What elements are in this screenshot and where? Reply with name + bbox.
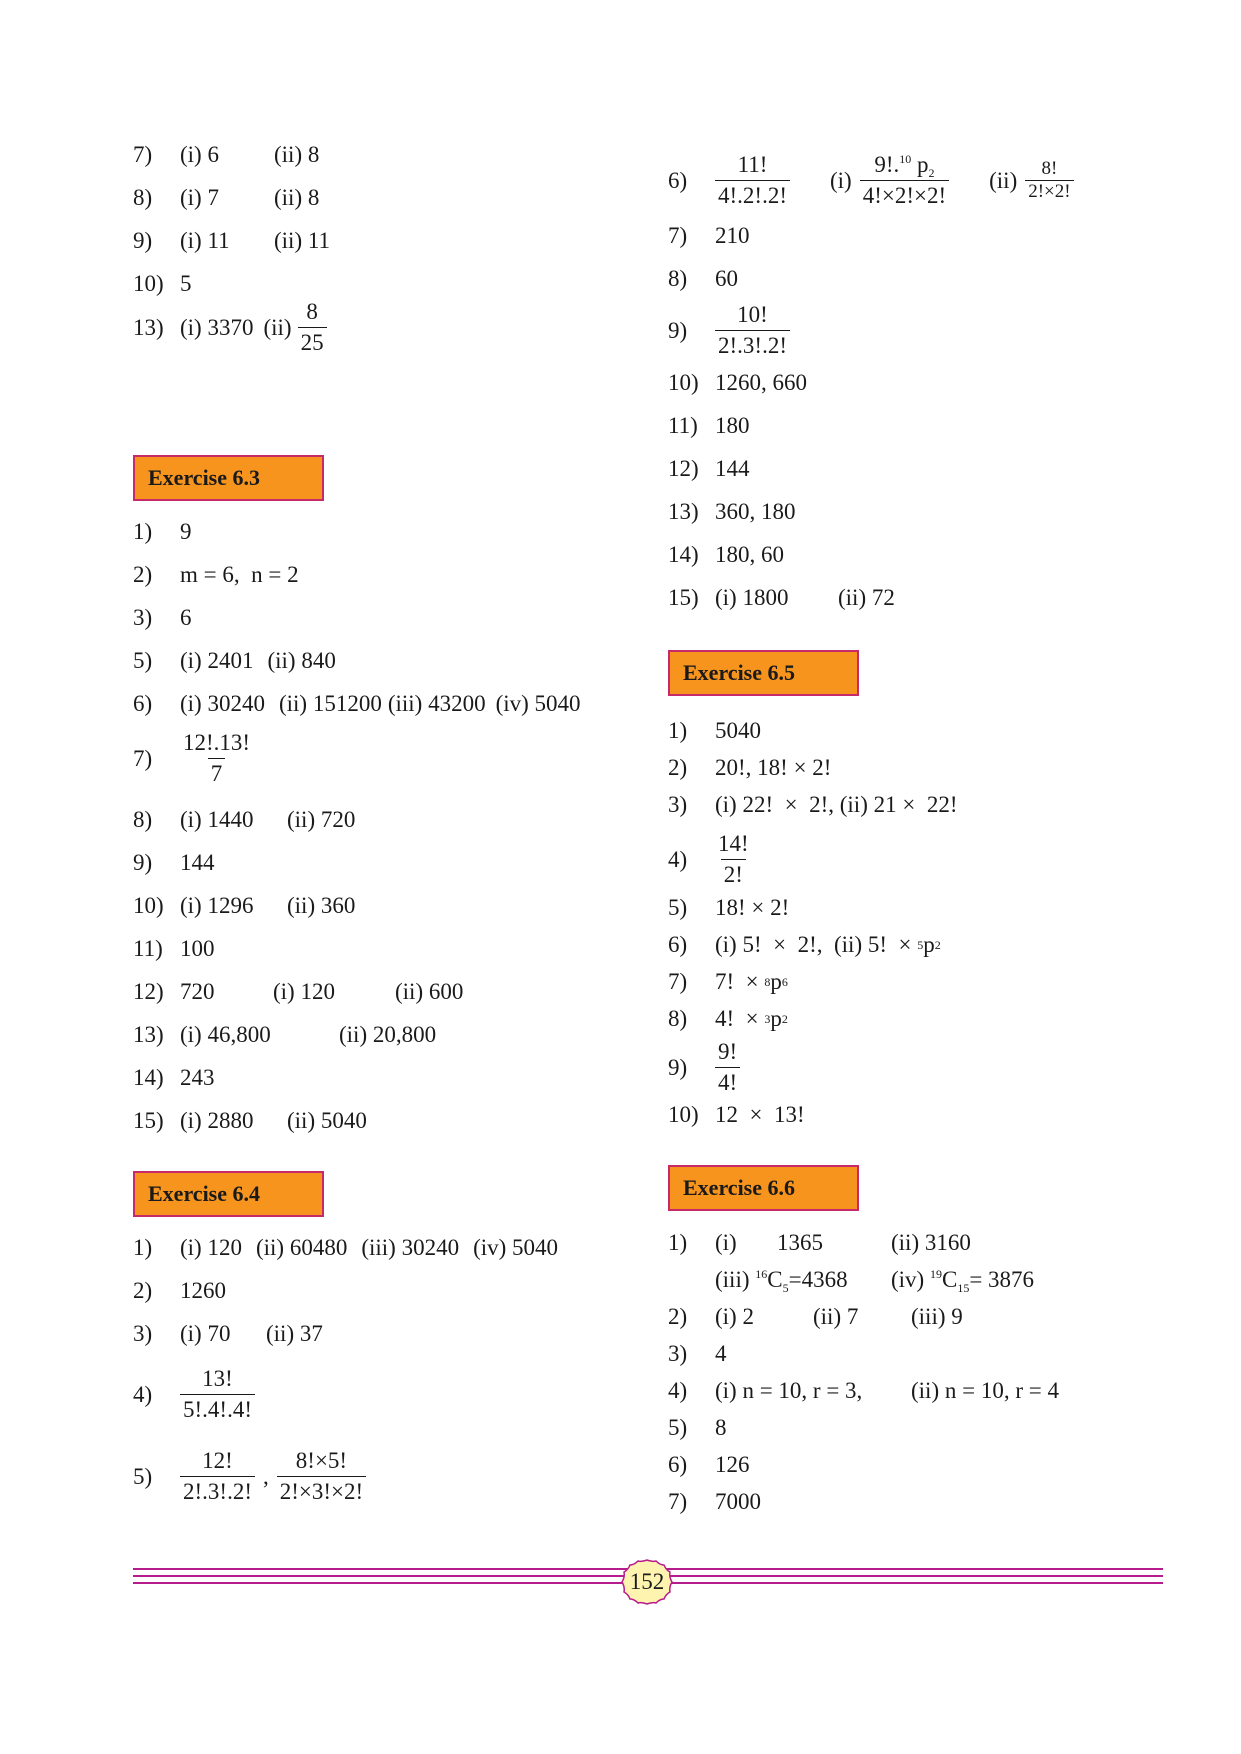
answer-number: 14) — [668, 542, 699, 567]
answer-part: (i) 1800 — [715, 585, 789, 610]
answer-number: 2) — [133, 1278, 153, 1303]
answer-part: 126 — [715, 1452, 750, 1477]
fraction — [180, 1446, 255, 1507]
fraction-denominator: 5!.4!.4! — [180, 1394, 255, 1425]
fraction-denominator: 2!×2! — [1025, 180, 1073, 203]
fraction — [715, 150, 790, 211]
answer-number: 6) — [133, 691, 153, 716]
answer-number: 7) — [668, 223, 688, 248]
answer-part: (i) 3370 — [180, 314, 254, 340]
answer-row — [668, 1266, 1034, 1294]
answer-row — [668, 584, 895, 612]
answer-part: (ii) 72 — [838, 585, 895, 610]
answer-number: 8) — [668, 1006, 688, 1031]
answer-number: 9) — [133, 850, 153, 875]
answer-part: (i) 120 — [180, 1235, 242, 1260]
answer-number: 13) — [133, 1022, 164, 1047]
answer-row — [668, 1451, 750, 1479]
numerator-text: 9!. — [874, 152, 900, 177]
answer-number: 10) — [133, 893, 164, 918]
page-number-badge — [620, 1558, 674, 1606]
answer-row — [133, 1277, 226, 1305]
fraction — [298, 297, 327, 358]
answer-part: (i) 11 — [180, 228, 230, 253]
answer-row — [133, 1320, 323, 1348]
answer-number: 10) — [668, 370, 699, 395]
answer-row — [668, 1340, 727, 1368]
fraction-numerator: 9! — [718, 1039, 738, 1064]
answer-row — [133, 806, 355, 834]
answer-number: 3) — [668, 1341, 688, 1366]
fraction-denominator: 2!×3!×2! — [277, 1476, 366, 1507]
answer-number: 2) — [668, 755, 688, 780]
answer-part: (ii) 37 — [266, 1321, 323, 1346]
answer-row — [133, 604, 192, 632]
fraction-denominator: 2! — [721, 859, 746, 890]
answer-part: 1260, 660 — [715, 370, 807, 395]
answer-part — [891, 1266, 1034, 1294]
answer-part: (i) 7 — [180, 185, 219, 210]
answer-number: 1) — [668, 718, 688, 743]
fraction — [715, 829, 752, 890]
answer-part: 7! × — [715, 969, 765, 994]
answer-part: 180 — [715, 413, 750, 438]
fraction-denominator: 25 — [298, 327, 327, 358]
answer-part: 5040 — [715, 718, 761, 743]
answer-part: (ii) 11 — [274, 228, 330, 253]
answer-number: 11) — [668, 413, 698, 438]
answer-row — [133, 1446, 366, 1507]
answer-number: 3) — [133, 1321, 153, 1346]
answer-number: 13) — [668, 499, 699, 524]
answer-part: (i) 1440 — [180, 807, 254, 832]
answer-row — [668, 498, 796, 526]
answer-part: 210 — [715, 223, 750, 248]
answer-part: 20!, 18! × 2! — [715, 755, 832, 780]
answer-row — [668, 1303, 963, 1331]
answer-part: 12 × 13! — [715, 1102, 805, 1127]
answer-number: 1) — [133, 519, 153, 544]
answer-part: (iv) 5040 — [495, 691, 581, 716]
answer-part: (ii) 151200 — [278, 691, 382, 716]
page-number: 152 — [629, 1569, 665, 1594]
answer-part: 4! × — [715, 1006, 765, 1031]
subscript: 2 — [928, 166, 935, 180]
answer-number: 8) — [133, 185, 153, 210]
answer-part: 144 — [715, 456, 750, 481]
answer-number: 4) — [668, 846, 688, 872]
answer-number: 9) — [668, 317, 688, 343]
answer-number: 4) — [133, 1381, 153, 1407]
answer-row — [668, 1101, 805, 1129]
answer-row — [133, 227, 330, 255]
answer-part: (ii) 720 — [287, 807, 356, 832]
answer-row — [668, 300, 790, 361]
fraction-numerator: 12! — [202, 1448, 233, 1473]
answer-number: 7) — [668, 969, 688, 994]
fraction — [860, 150, 949, 211]
fraction — [180, 1364, 255, 1425]
answer-text: (iv) — [891, 1267, 930, 1292]
answer-part: 4 — [715, 1341, 727, 1366]
answer-number: 5) — [133, 1463, 153, 1489]
answer-part: 360, 180 — [715, 499, 796, 524]
answer-part: (iii) 9 — [911, 1304, 963, 1329]
answer-number: 9) — [668, 1054, 688, 1080]
exercise-6-6-heading: Exercise 6.6 — [668, 1165, 859, 1211]
superscript: 19 — [929, 1267, 942, 1281]
superscript: 16 — [755, 1267, 768, 1281]
subscript: 15 — [957, 1281, 970, 1295]
answer-number: 3) — [668, 792, 688, 817]
answer-number: 4) — [668, 1378, 688, 1403]
answer-row — [668, 412, 750, 440]
answer-part: (ii) 7 — [813, 1304, 859, 1329]
answer-part: 7000 — [715, 1489, 761, 1514]
answer-number: 1) — [133, 1235, 153, 1260]
answer-part: (ii) 360 — [287, 893, 356, 918]
answer-part: 5 — [180, 271, 192, 296]
answer-row — [133, 184, 319, 212]
fraction-numerator: 8! — [1041, 158, 1058, 179]
answer-part: (ii) 20,800 — [339, 1022, 437, 1047]
answer-row — [133, 270, 192, 298]
answer-row — [668, 222, 750, 250]
answer-row — [668, 717, 761, 745]
answer-row — [668, 455, 750, 483]
answer-part: 180, 60 — [715, 542, 784, 567]
answer-part: 18! × 2! — [715, 895, 790, 920]
answer-text: C — [767, 1267, 783, 1292]
answer-number: 1) — [668, 1230, 688, 1255]
answer-text: =4368 — [788, 1267, 848, 1292]
answer-part: (i) 70 — [180, 1321, 231, 1346]
answer-part: (ii) — [989, 167, 1018, 193]
fraction-numerator: 8!×5! — [295, 1448, 348, 1473]
fraction-numerator: 8 — [306, 299, 318, 324]
answer-part: (i) 5! × 2!, (ii) 5! × — [715, 932, 918, 957]
answer-row — [668, 369, 807, 397]
answer-row — [668, 1414, 727, 1442]
answer-part: (i) — [715, 1230, 737, 1255]
fraction — [715, 300, 790, 361]
fraction — [1025, 158, 1073, 203]
answer-part: (i) — [829, 167, 852, 193]
answer-part: (iv) 5040 — [473, 1235, 559, 1260]
answer-part: (i) 120 — [273, 979, 335, 1004]
answer-text: C — [941, 1267, 958, 1292]
answer-part: (ii) 8 — [274, 185, 320, 210]
answer-part: 6 — [180, 605, 192, 630]
answer-number: 13) — [133, 314, 164, 340]
answer-number: 15) — [133, 1108, 164, 1133]
answer-number: 6) — [668, 1452, 688, 1477]
answer-part: (i) 1296 — [180, 893, 254, 918]
fraction-denominator: 2!.3!.2! — [180, 1476, 255, 1507]
answer-row — [668, 894, 789, 922]
answer-part: 1260 — [180, 1278, 226, 1303]
subscript: 5 — [782, 1281, 789, 1295]
answer-number: 10) — [668, 1102, 699, 1127]
answer-row — [668, 1037, 740, 1098]
answer-row: 6) (i) 5! × 2!, (ii) 5! × 5 p 2 — [668, 932, 941, 957]
answer-number: 3) — [133, 605, 153, 630]
answer-row — [668, 1229, 971, 1257]
answer-row — [668, 265, 738, 293]
answer-part: (i) 22! × 2!, (ii) 21 × 22! — [715, 792, 958, 817]
answer-number: 5) — [133, 648, 153, 673]
fraction-numerator — [871, 150, 937, 180]
answer-number: 5) — [668, 895, 688, 920]
fraction-numerator: 11! — [737, 152, 768, 177]
answer-number: 2) — [133, 562, 153, 587]
answer-part: 9 — [180, 519, 192, 544]
answer-part: (ii) 3160 — [891, 1230, 971, 1255]
answer-row — [668, 829, 752, 890]
answer-row — [668, 150, 1074, 211]
fraction-denominator: 2!.3!.2! — [715, 330, 790, 361]
answer-row — [133, 647, 336, 675]
fraction-denominator: 4!×2!×2! — [860, 180, 949, 211]
answer-number: 8) — [668, 266, 688, 291]
answer-row — [133, 141, 319, 169]
answer-part: (ii) 60480 — [255, 1235, 348, 1260]
answer-number: 7) — [133, 142, 153, 167]
answer-part: (i) n = 10, r = 3, — [715, 1378, 863, 1403]
fraction-numerator: 13! — [202, 1366, 233, 1391]
fraction-numerator: 14! — [718, 831, 749, 856]
answer-part: (i) 2880 — [180, 1108, 254, 1133]
answer-part: (ii) — [263, 314, 292, 340]
answer-part: 720 — [180, 979, 215, 1004]
answer-part: (i) 46,800 — [180, 1022, 271, 1047]
answer-text: (iii) — [715, 1267, 756, 1292]
answer-number: 7) — [668, 1489, 688, 1514]
separator-comma: , — [262, 1463, 269, 1489]
fraction — [277, 1446, 366, 1507]
answer-part: 8 — [715, 1415, 727, 1440]
answer-part: (ii) 600 — [395, 979, 464, 1004]
answer-row — [133, 728, 253, 789]
answer-part: (ii) 840 — [267, 648, 336, 673]
answer-part: 60 — [715, 266, 738, 291]
answer-row — [133, 1021, 436, 1049]
answer-part: (iii) 30240 — [361, 1235, 460, 1260]
fraction-denominator: 4!.2!.2! — [715, 180, 790, 211]
answer-row — [133, 935, 215, 963]
answer-row — [133, 1107, 367, 1135]
answer-row — [133, 690, 581, 718]
fraction — [715, 1037, 740, 1098]
answer-part: (ii) 8 — [274, 142, 320, 167]
answer-part — [715, 1266, 891, 1294]
answer-row — [668, 754, 831, 782]
answer-part: 100 — [180, 936, 215, 961]
answer-part: p — [923, 932, 935, 957]
answer-row — [133, 978, 463, 1006]
answer-number: 8) — [133, 807, 153, 832]
answer-part: p — [770, 969, 782, 994]
answer-number: 11) — [133, 936, 163, 961]
fraction-denominator: 7 — [208, 758, 226, 789]
answer-row — [133, 297, 327, 358]
answer-row — [133, 1364, 255, 1425]
answer-part: (i) 6 — [180, 142, 219, 167]
answer-row — [668, 1377, 1059, 1405]
answer-row — [133, 849, 215, 877]
answer-row — [133, 892, 355, 920]
answer-number: 6) — [668, 167, 688, 193]
answer-number: 12) — [668, 456, 699, 481]
fraction — [180, 728, 253, 789]
answer-part: (i) 2 — [715, 1304, 754, 1329]
answer-text: = 3876 — [969, 1267, 1035, 1292]
answer-number: 12) — [133, 979, 164, 1004]
answer-row — [133, 1064, 215, 1092]
fraction-numerator: 12!.13! — [183, 730, 251, 755]
answer-part: 1365 — [777, 1230, 823, 1255]
answer-number: 14) — [133, 1065, 164, 1090]
superscript: 10 — [899, 152, 912, 166]
answer-row — [668, 1488, 761, 1516]
answer-part: m = 6, n = 2 — [180, 562, 299, 587]
answer-row: 8) 4! × 3 p 2 — [668, 1006, 788, 1031]
answer-number: 6) — [668, 932, 688, 957]
answer-row — [668, 791, 957, 819]
answer-row: 7) 7! × 8 p 6 — [668, 969, 788, 994]
fraction-denominator: 4! — [715, 1067, 740, 1098]
fraction-numerator: 10! — [737, 302, 768, 327]
answer-row — [133, 518, 192, 546]
answer-number: 15) — [668, 585, 699, 610]
answer-row — [668, 541, 784, 569]
answer-part: p — [770, 1006, 782, 1031]
exercise-6-3-heading: Exercise 6.3 — [133, 455, 324, 501]
exercise-6-4-heading: Exercise 6.4 — [133, 1171, 324, 1217]
answer-part: (i) 2401 — [180, 648, 254, 673]
answer-number: 2) — [668, 1304, 688, 1329]
answer-part: (iii) 43200 — [387, 691, 486, 716]
answer-row — [133, 1234, 558, 1262]
answer-part: 243 — [180, 1065, 215, 1090]
exercise-6-5-heading: Exercise 6.5 — [668, 650, 859, 696]
answer-number: 7) — [133, 745, 153, 771]
answer-row — [133, 561, 299, 589]
numerator-text: p — [917, 152, 929, 177]
answer-part: 144 — [180, 850, 215, 875]
answer-number: 10) — [133, 271, 164, 296]
answer-part: (ii) n = 10, r = 4 — [911, 1378, 1059, 1403]
answer-part: (ii) 5040 — [287, 1108, 367, 1133]
answer-number: 9) — [133, 228, 153, 253]
answer-number: 5) — [668, 1415, 688, 1440]
answer-part: (i) 30240 — [180, 691, 265, 716]
